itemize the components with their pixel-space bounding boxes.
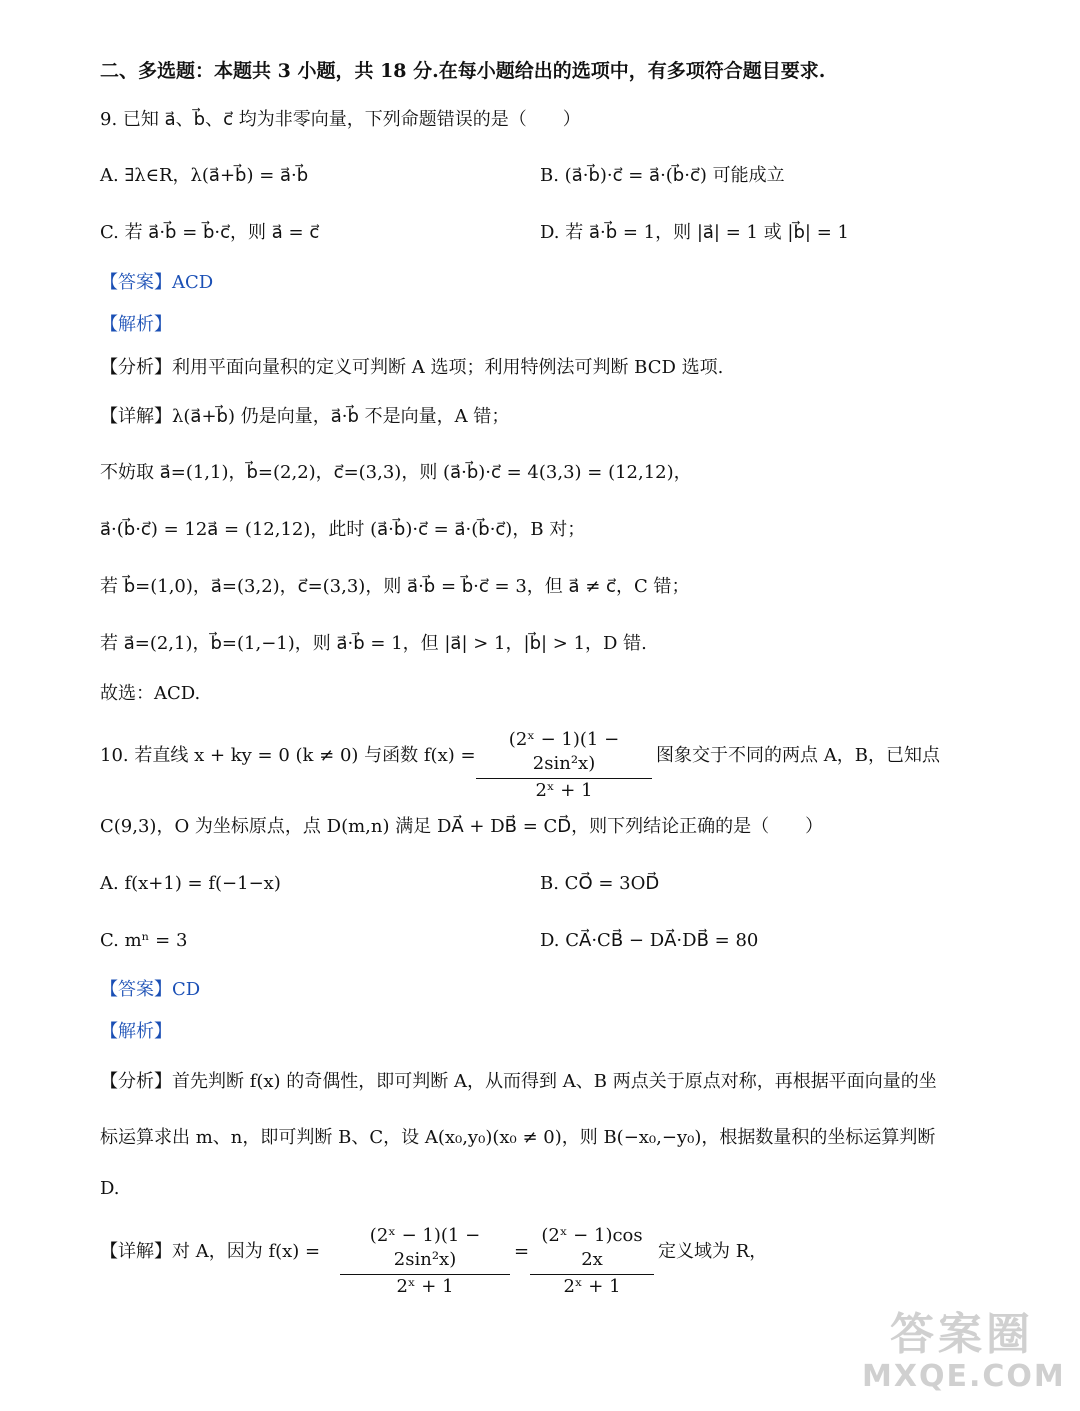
q10-answer: 【答案】CD bbox=[100, 979, 201, 1000]
q10-detail-fraction-1-numerator: (2ˣ − 1)(1 − 2sin²x) bbox=[340, 1224, 510, 1275]
q9-analysis: 【分析】利用平面向量积的定义可判断 A 选项；利用特例法可判断 BCD 选项. bbox=[100, 357, 724, 378]
q10-detail-fraction-1-denominator: 2ˣ + 1 bbox=[396, 1276, 454, 1297]
q10-fraction-denominator: 2ˣ + 1 bbox=[535, 780, 593, 801]
q9-option-b: B. (a⃗·b⃗)·c⃗ = a⃗·(b⃗·c⃗) 可能成立 bbox=[540, 165, 785, 186]
watermark-logo bbox=[862, 1309, 1066, 1403]
q9-detail-3: a⃗·(b⃗·c⃗) = 12a⃗ = (12,12)，此时 (a⃗·b⃗)·c⃗ = a⃗·(b⃗·c⃗)，B 对； bbox=[100, 519, 586, 540]
q10-detail-fraction-1 bbox=[340, 1224, 510, 1299]
q10-detail-fraction-2 bbox=[530, 1224, 654, 1299]
q10-detail-fraction-2-numerator: (2ˣ − 1)cos 2x bbox=[530, 1224, 654, 1275]
q10-analysis-3: D. bbox=[100, 1178, 120, 1199]
q10-analysis-label: 【解析】 bbox=[100, 1021, 172, 1042]
q9-choose: 故选：ACD. bbox=[100, 683, 201, 704]
q9-analysis-label: 【解析】 bbox=[100, 314, 172, 335]
q10-detail-a: 【详解】对 A，因为 f(x) = bbox=[100, 1241, 321, 1262]
q10-detail-fraction-2-denominator: 2ˣ + 1 bbox=[563, 1276, 621, 1297]
q10-option-c: C. mⁿ = 3 bbox=[100, 930, 188, 951]
q10-detail-b: 定义域为 R， bbox=[658, 1241, 768, 1262]
q10-stem-2: C(9,3)，O 为坐标原点，点 D(m,n) 满足 DA⃗ + DB⃗ = CD⃗，则下列结论正确的是（ ） bbox=[100, 816, 824, 837]
q10-option-d: D. CA⃗·CB⃗ − DA⃗·DB⃗ = 80 bbox=[540, 930, 759, 951]
q9-answer: 【答案】ACD bbox=[100, 272, 214, 293]
q9-detail-1: 【详解】λ(a⃗+b⃗) 仍是向量，a⃗·b⃗ 不是向量，A 错； bbox=[100, 406, 510, 427]
watermark-top-text: 答案圈 bbox=[890, 1309, 1034, 1360]
q10-analysis-1: 【分析】首先判断 f(x) 的奇偶性，即可判断 A，从而得到 A、B 两点关于原点对称，再根据平面向量的坐 bbox=[100, 1071, 937, 1092]
q9-detail-5: 若 a⃗=(2,1)，b⃗=(1,−1)，则 a⃗·b⃗ = 1，但 |a⃗| > 1，|b⃗| > 1，D 错. bbox=[100, 633, 647, 654]
q9-option-d: D. 若 a⃗·b⃗ = 1，则 |a⃗| = 1 或 |b⃗| = 1 bbox=[540, 222, 849, 243]
q9-detail-4: 若 b⃗=(1,0)，a⃗=(3,2)，c⃗=(3,3)，则 a⃗·b⃗ = b⃗·c⃗ = 3，但 a⃗ ≠ c⃗，C 错； bbox=[100, 576, 690, 597]
q10-option-b: B. CO⃗ = 3OD⃗ bbox=[540, 873, 660, 894]
q10-stem-1b: 图象交于不同的两点 A，B，已知点 bbox=[656, 745, 940, 766]
section-heading: 二、多选题：本题共 3 小题，共 18 分.在每小题给出的选项中，有多项符合题目要求. bbox=[100, 60, 826, 82]
q9-option-c: C. 若 a⃗·b⃗ = b⃗·c⃗，则 a⃗ = c⃗ bbox=[100, 222, 320, 243]
q9-stem: 9. 已知 a⃗、b⃗、c⃗ 均为非零向量，下列命题错误的是（ ） bbox=[100, 109, 581, 130]
q10-option-a: A. f(x+1) = f(−1−x) bbox=[100, 873, 281, 894]
q9-option-a: A. ∃λ∈R，λ(a⃗+b⃗) = a⃗·b⃗ bbox=[100, 165, 309, 186]
q10-fraction bbox=[476, 728, 652, 803]
q10-fraction-numerator: (2ˣ − 1)(1 − 2sin²x) bbox=[476, 728, 652, 779]
q10-analysis-2: 标运算求出 m、n，即可判断 B、C，设 A(x₀,y₀)(x₀ ≠ 0)，则 B(−x₀,−y₀)，根据数量积的坐标运算判断 bbox=[100, 1127, 936, 1148]
q10-detail-equals: = bbox=[514, 1241, 530, 1262]
q10-stem-1a: 10. 若直线 x + ky = 0 (k ≠ 0) 与函数 f(x) = bbox=[100, 745, 476, 766]
watermark-bottom-text: MXQE.COM bbox=[862, 1359, 1066, 1394]
q9-detail-2: 不妨取 a⃗=(1,1)，b⃗=(2,2)，c⃗=(3,3)，则 (a⃗·b⃗)·c⃗ = 4(3,3) = (12,12)， bbox=[100, 462, 692, 483]
